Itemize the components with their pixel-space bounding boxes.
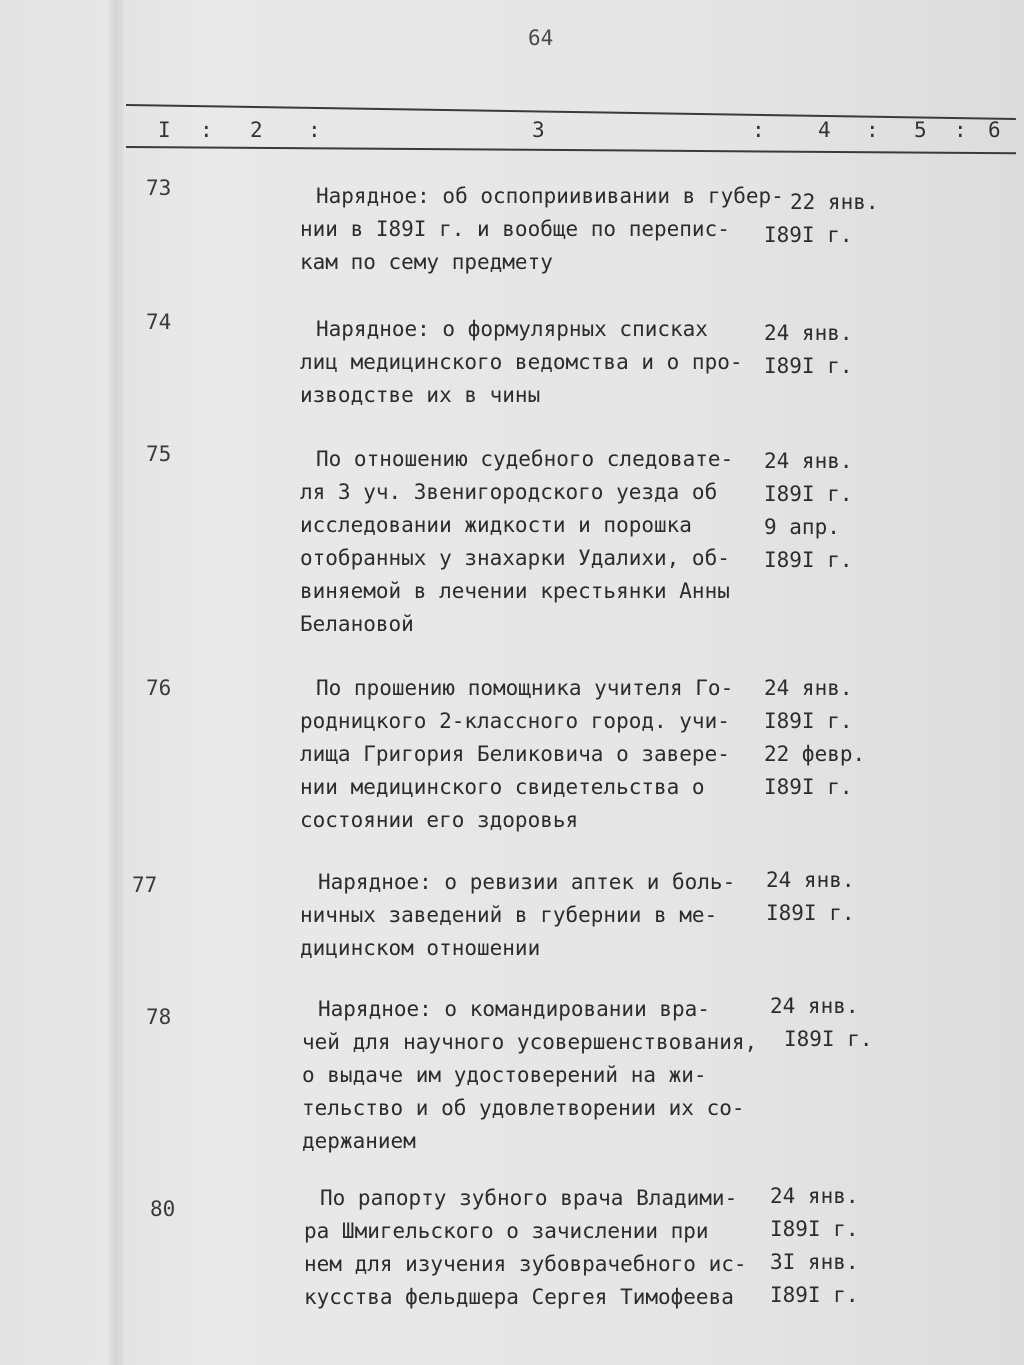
record-date: 24 янв. bbox=[764, 321, 853, 345]
binding-shadow bbox=[108, 0, 124, 1365]
record-date: 22 янв. bbox=[790, 190, 879, 214]
column-separator: : bbox=[752, 118, 765, 142]
column-header-1: I bbox=[158, 118, 171, 142]
column-header-6: 6 bbox=[988, 118, 1001, 142]
record-date: 24 янв. bbox=[764, 449, 853, 473]
record-description-line: По рапорту зубного врача Владими- bbox=[320, 1186, 738, 1210]
record-description-line: кусства фельдшера Сергея Тимофеева bbox=[304, 1285, 734, 1309]
record-description-line: нии в I89I г. и вообще по перепис- bbox=[300, 217, 730, 241]
record-date: 9 апр. bbox=[764, 515, 840, 539]
table-header-bottom-rule bbox=[126, 146, 1016, 154]
record-date: I89I г. bbox=[764, 775, 853, 799]
record-date: I89I г. bbox=[764, 223, 853, 247]
record-description-line: ра Шмигельского о зачислении при bbox=[304, 1219, 709, 1243]
record-description-line: родницкого 2-классного город. учи- bbox=[300, 709, 730, 733]
record-description-line: нем для изучения зубоврачебного ис- bbox=[304, 1252, 747, 1276]
record-description-line: По отношению судебного следовате- bbox=[316, 447, 734, 471]
record-number: 77 bbox=[132, 873, 158, 897]
record-date: 22 февр. bbox=[764, 742, 866, 766]
record-number: 74 bbox=[146, 310, 172, 334]
record-description-line: лиц медицинского ведомства и о про- bbox=[300, 350, 743, 374]
record-number: 73 bbox=[146, 176, 172, 200]
record-description-line: тельство и об удовлетворении их со- bbox=[302, 1096, 745, 1120]
record-description-line: Нарядное: о ревизии аптек и боль- bbox=[318, 870, 736, 894]
record-date: I89I г. bbox=[770, 1283, 859, 1307]
record-date: I89I г. bbox=[766, 901, 855, 925]
record-description-line: Нарядное: об оспоприививании в губер- bbox=[316, 184, 784, 208]
record-description-line: ля 3 уч. Звенигородского уезда об bbox=[300, 480, 718, 504]
record-description-line: По прошению помощника учителя Го- bbox=[316, 676, 734, 700]
record-description-line: состоянии его здоровья bbox=[300, 808, 579, 832]
record-description-line: виняемой в лечении крестьянки Анны bbox=[300, 579, 730, 603]
record-date: 3I янв. bbox=[770, 1250, 859, 1274]
record-description-line: Нарядное: о командировании вра- bbox=[318, 997, 710, 1021]
record-number: 80 bbox=[150, 1197, 176, 1221]
column-separator: : bbox=[866, 118, 879, 142]
column-header-5: 5 bbox=[914, 118, 927, 142]
column-header-4: 4 bbox=[818, 118, 831, 142]
record-number: 76 bbox=[146, 676, 172, 700]
record-description-line: дицинском отношении bbox=[300, 936, 541, 960]
page-number: 64 bbox=[528, 26, 554, 50]
record-description-line: отобранных у знахарки Удалихи, об- bbox=[300, 546, 730, 570]
record-number: 78 bbox=[146, 1005, 172, 1029]
record-description-line: кам по сему предмету bbox=[300, 250, 553, 274]
record-date: 24 янв. bbox=[770, 1184, 859, 1208]
column-header-3: 3 bbox=[532, 118, 545, 142]
record-date: 24 янв. bbox=[766, 868, 855, 892]
column-separator: : bbox=[200, 118, 213, 142]
record-description-line: Нарядное: о формулярных списках bbox=[316, 317, 708, 341]
record-description-line: ничных заведений в губернии в ме- bbox=[300, 903, 718, 927]
record-description-line: лища Григория Беликовича о завере- bbox=[300, 742, 730, 766]
column-header-2: 2 bbox=[250, 118, 263, 142]
record-description-line: чей для научного усовершенствования, bbox=[302, 1030, 758, 1054]
record-description-line: изводстве их в чины bbox=[300, 383, 541, 407]
record-description-line: нии медицинского свидетельства о bbox=[300, 775, 705, 799]
record-date: I89I г. bbox=[764, 548, 853, 572]
record-date: I89I г. bbox=[784, 1027, 873, 1051]
record-date: I89I г. bbox=[764, 709, 853, 733]
record-date: 24 янв. bbox=[770, 994, 859, 1018]
record-date: 24 янв. bbox=[764, 676, 853, 700]
record-date: I89I г. bbox=[764, 482, 853, 506]
record-number: 75 bbox=[146, 442, 172, 466]
record-description-line: исследовании жидкости и порошка bbox=[300, 513, 692, 537]
record-date: I89I г. bbox=[770, 1217, 859, 1241]
record-description-line: Белановой bbox=[300, 612, 414, 636]
column-separator: : bbox=[954, 118, 967, 142]
record-description-line: держанием bbox=[302, 1129, 416, 1153]
record-date: I89I г. bbox=[764, 354, 853, 378]
column-separator: : bbox=[308, 118, 321, 142]
record-description-line: о выдаче им удостоверений на жи- bbox=[302, 1063, 707, 1087]
